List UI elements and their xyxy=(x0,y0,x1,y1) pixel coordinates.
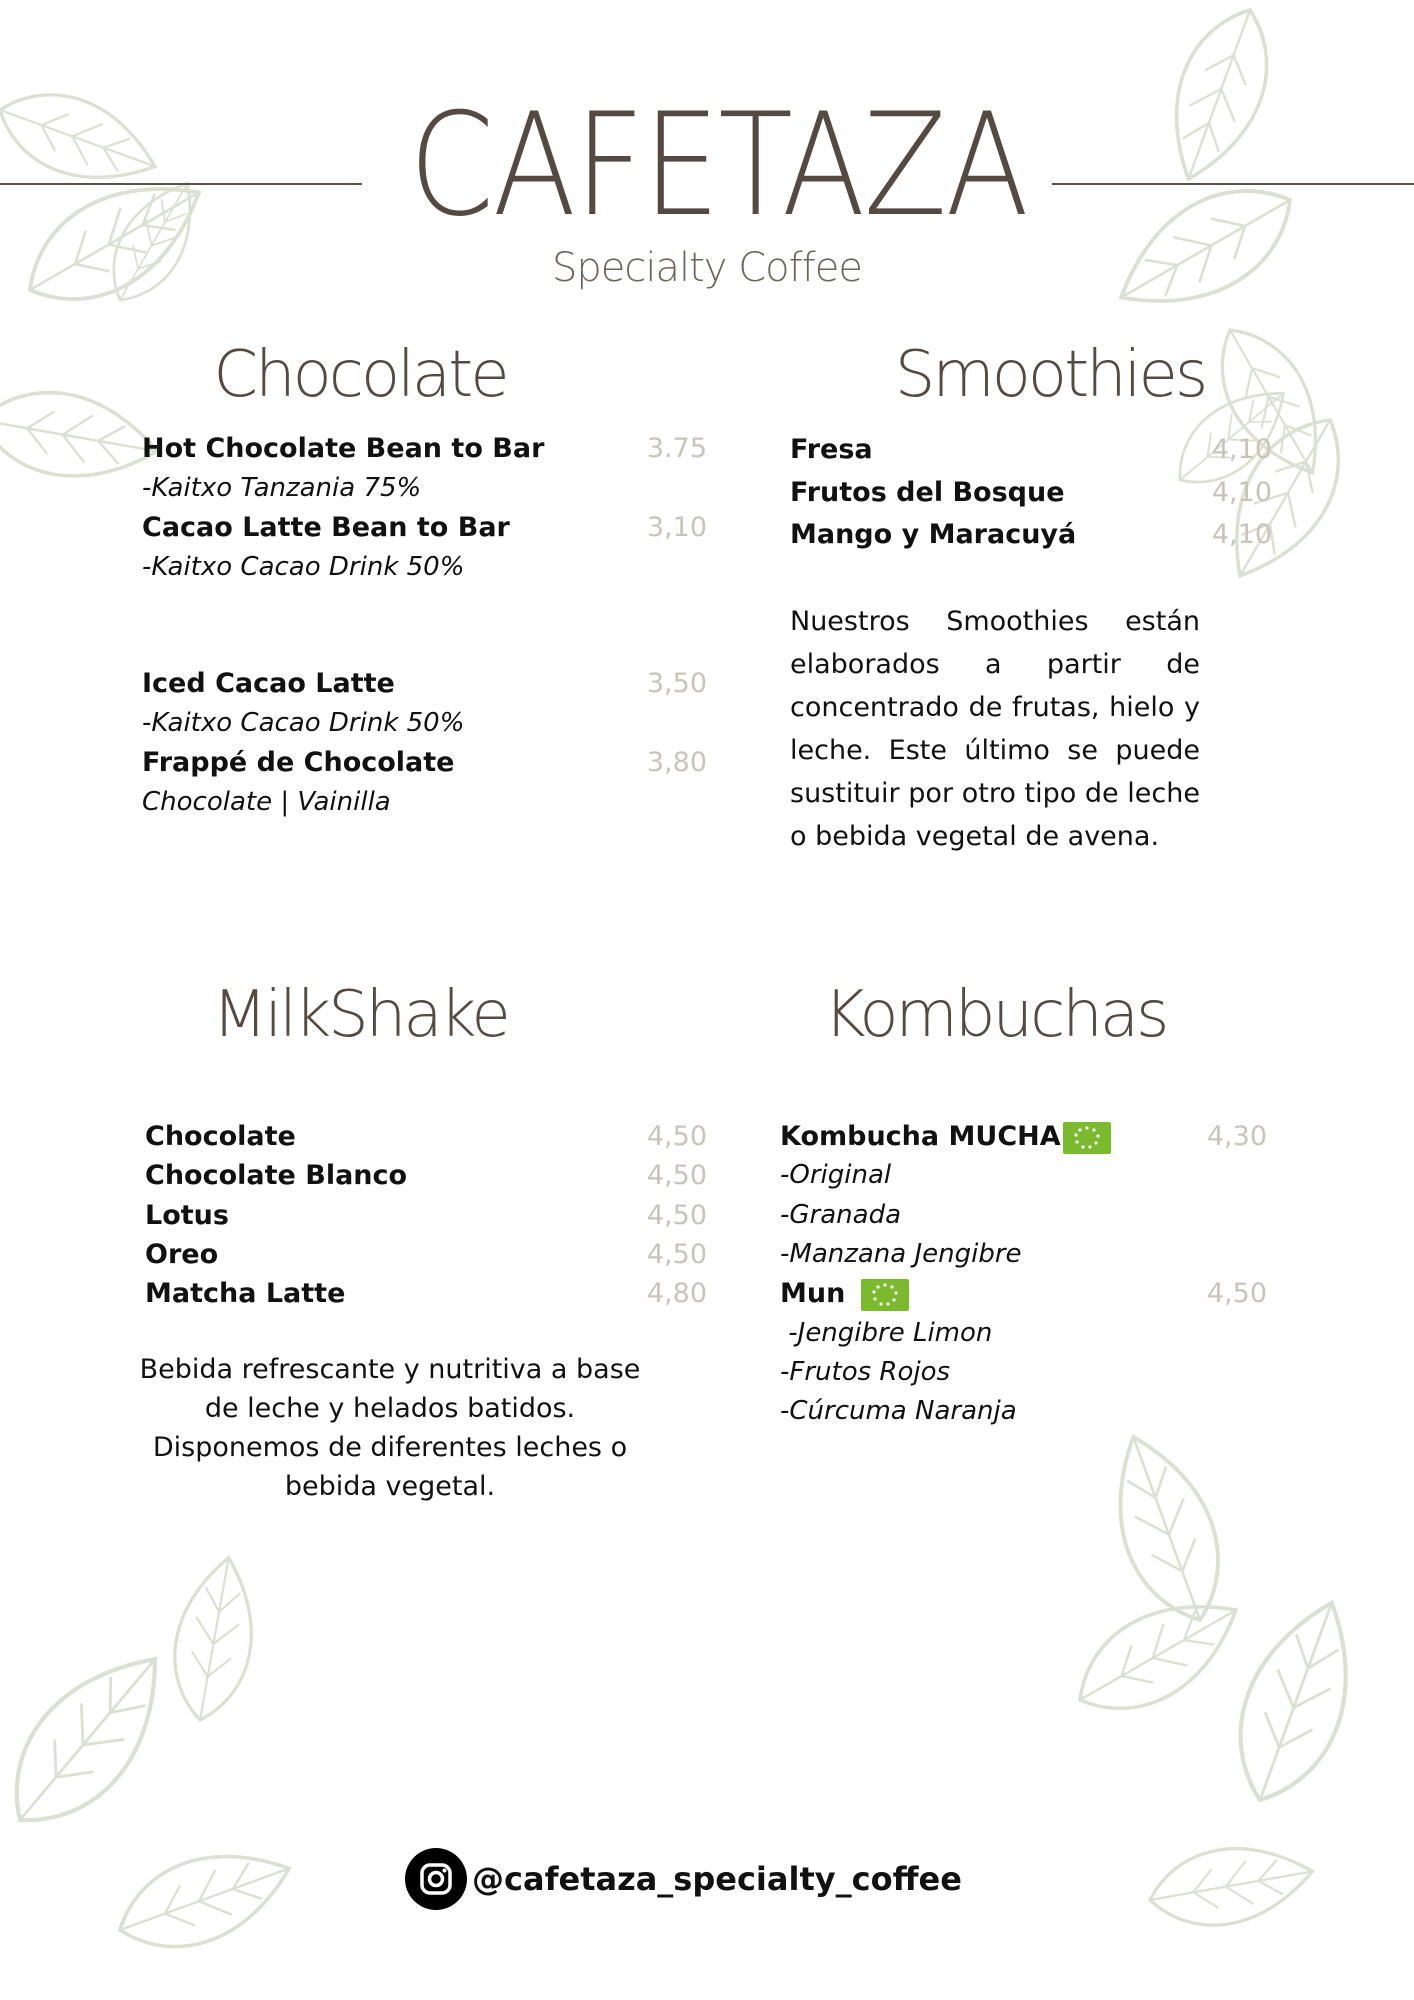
menu-item-price: 4,50 xyxy=(646,1121,707,1152)
menu-item-price: 4,50 xyxy=(646,1160,707,1191)
menu-item-price: 3.75 xyxy=(646,433,707,464)
menu-item-price: 3,80 xyxy=(646,747,707,778)
menu-item-flavor: -Manzana Jengibre xyxy=(780,1239,1022,1269)
menu-item-price: 4,50 xyxy=(646,1239,707,1270)
menu-item-name: Cacao Latte Bean to Bar xyxy=(142,512,510,543)
menu-item-price: 4,10 xyxy=(1211,477,1272,508)
menu-item-name: Kombucha MUCHA xyxy=(780,1121,1061,1152)
menu-item-name: Chocolate Blanco xyxy=(145,1160,408,1191)
menu-item-name: Frappé de Chocolate xyxy=(142,747,455,778)
milkshake-description-line: bebida vegetal. xyxy=(284,1471,496,1502)
menu-item-price: 3,50 xyxy=(646,668,707,699)
menu-item-description: -Kaitxo Tanzania 75% xyxy=(142,473,422,503)
menu-item-name: Mun xyxy=(780,1278,846,1309)
menu-item-description: -Kaitxo Cacao Drink 50% xyxy=(142,552,465,582)
section-title-kombuchas: Kombuchas xyxy=(823,978,1167,1052)
menu-item-flavor: -Frutos Rojos xyxy=(780,1357,951,1387)
menu-item-flavor: -Jengibre Limon xyxy=(780,1318,993,1348)
section-title-smoothies: Smoothies xyxy=(894,338,1206,412)
eu-organic-leaf-icon xyxy=(861,1279,909,1311)
menu-item-name: Frutos del Bosque xyxy=(790,477,1065,508)
milkshake-description xyxy=(130,1350,650,1506)
menu-item-price: 4,30 xyxy=(1206,1121,1267,1152)
menu-item-name: Iced Cacao Latte xyxy=(142,668,395,699)
menu-item-flavor: -Cúrcuma Naranja xyxy=(780,1396,1017,1426)
header-rule-right xyxy=(1052,183,1414,185)
milkshake-description-line: Bebida refrescante y nutritiva a base xyxy=(139,1354,641,1385)
section-title-milkshake: MilkShake xyxy=(212,978,508,1052)
instagram-handle-link[interactable]: @cafetaza_specialty_coffee xyxy=(472,1860,962,1898)
instagram-icon[interactable] xyxy=(405,1848,467,1910)
brand-tagline: Specialty Coffee xyxy=(552,245,862,291)
menu-item-description: Chocolate | Vainilla xyxy=(142,787,391,817)
menu-item-description: -Kaitxo Cacao Drink 50% xyxy=(142,708,465,738)
menu-item-name: Hot Chocolate Bean to Bar xyxy=(142,433,545,464)
menu-item-flavor: -Granada xyxy=(780,1200,901,1230)
menu-item-price: 4,10 xyxy=(1211,434,1272,465)
menu-item-name: Fresa xyxy=(790,434,873,465)
menu-item-price: 4,10 xyxy=(1211,519,1272,550)
menu-item-name: Mango y Maracuyá xyxy=(790,519,1077,550)
smoothies-description: Nuestros Smoothies están elaborados a partir de concentrado de frutas, hielo y leche. Este último se puede sustituir por otro tipo de leche o bebida vegetal de avena. xyxy=(790,606,1200,852)
menu-item-price: 4,50 xyxy=(1206,1278,1267,1309)
menu-item-name: Oreo xyxy=(145,1239,219,1270)
menu-item-price: 4,50 xyxy=(646,1200,707,1231)
milkshake-description-line: de leche y helados batidos. xyxy=(204,1393,576,1424)
eu-organic-leaf-icon xyxy=(1063,1122,1111,1154)
menu-item-name: Matcha Latte xyxy=(145,1278,346,1309)
menu-item-price: 4,80 xyxy=(646,1278,707,1309)
header-rule-left xyxy=(0,183,362,185)
milkshake-description-line: Disponemos de diferentes leches o xyxy=(152,1432,628,1463)
menu-item-flavor: -Original xyxy=(780,1160,892,1190)
menu-item-price: 3,10 xyxy=(646,512,707,543)
brand-name: CAFETAZA xyxy=(409,83,1028,248)
section-title-chocolate: Chocolate xyxy=(213,338,507,412)
menu-item-name: Lotus xyxy=(145,1200,229,1231)
menu-item-name: Chocolate xyxy=(145,1121,296,1152)
